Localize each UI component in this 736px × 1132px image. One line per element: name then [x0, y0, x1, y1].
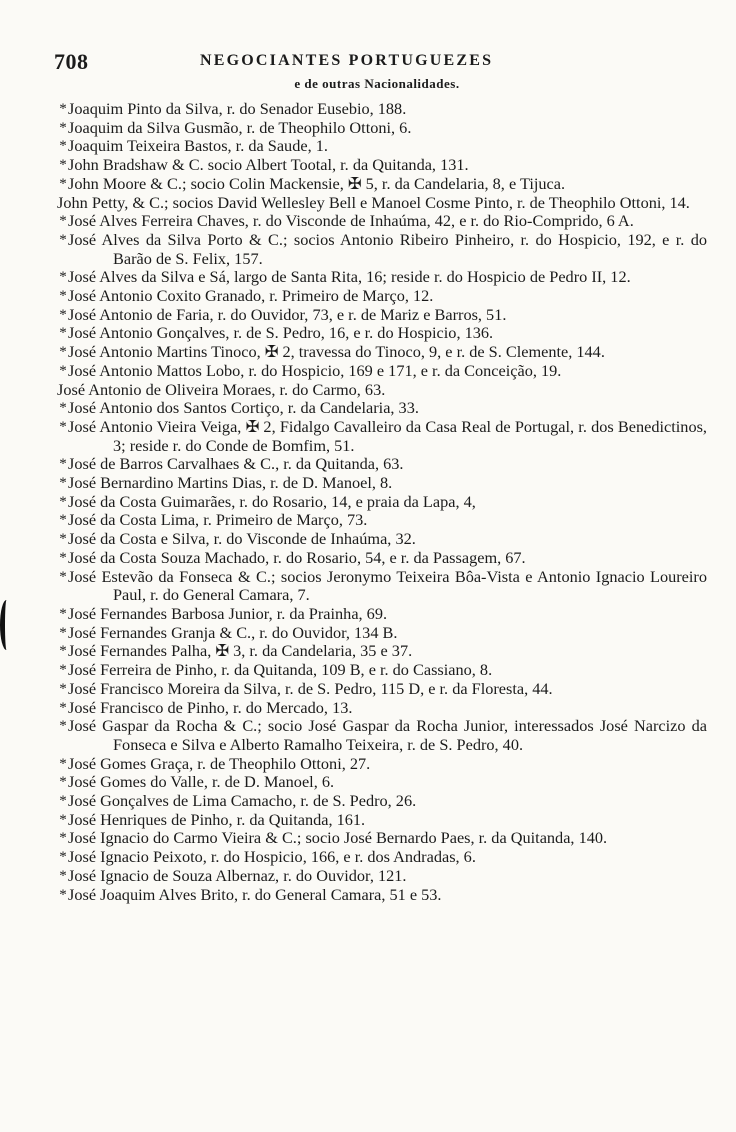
- directory-entry: [57, 455, 707, 474]
- asterisk-mark: *: [59, 101, 67, 117]
- entry-text: José Alves Ferreira Chaves, r. do Visconde de Inhaúma, 42, e r. do Rio-Comprido, 6 A.: [68, 211, 634, 231]
- asterisk-mark: *: [59, 213, 67, 230]
- directory-entry: [57, 324, 707, 343]
- asterisk-mark: *: [59, 325, 67, 342]
- directory-entry: [57, 811, 707, 830]
- directory-entry: [57, 156, 707, 175]
- entry-text: José Ignacio Peixoto, r. do Hospicio, 166, e r. dos Andradas, 6.: [68, 847, 476, 867]
- asterisk-mark: *: [59, 306, 67, 323]
- entry-text: José Francisco de Pinho, r. do Mercado, 13.: [68, 697, 353, 717]
- directory-entry: [57, 829, 707, 848]
- asterisk-mark: *: [59, 568, 67, 585]
- directory-entry: [57, 474, 707, 493]
- asterisk-mark: *: [59, 456, 67, 473]
- asterisk-mark: *: [59, 849, 67, 866]
- directory-entry: [57, 119, 707, 138]
- directory-entry: [57, 343, 707, 362]
- asterisk-mark: *: [59, 680, 67, 697]
- directory-entry: [57, 493, 707, 512]
- asterisk-mark: *: [59, 793, 67, 810]
- asterisk-mark: *: [59, 643, 67, 660]
- entry-text: José Antonio Gonçalves, r. de S. Pedro, 16, e r. do Hospicio, 136.: [68, 323, 494, 343]
- entry-text: José Henriques de Pinho, r. da Quitanda, 161.: [68, 809, 366, 829]
- entry-text: Joaquim Pinto da Silva, r. do Senador Eusebio, 188.: [68, 99, 407, 118]
- directory-entry: [57, 399, 707, 418]
- asterisk-mark: *: [59, 418, 67, 435]
- directory-entry: [57, 568, 707, 605]
- asterisk-mark: *: [59, 867, 67, 884]
- asterisk-mark: *: [59, 886, 67, 903]
- entry-text: John Petty, & C.; socios David Wellesley Bell e Manoel Cosme Pinto, r. de Theophilo Ottoni, 14.: [57, 192, 690, 212]
- directory-entry: [57, 306, 707, 325]
- asterisk-mark: *: [59, 624, 67, 641]
- directory-entry: [57, 886, 707, 905]
- entry-text: José Antonio de Faria, r. do Ouvidor, 73, e r. de Mariz e Barros, 51.: [68, 304, 507, 324]
- entry-text: John Bradshaw & C. socio Albert Tootal, r. da Quitanda, 131.: [68, 155, 469, 175]
- asterisk-mark: *: [59, 662, 67, 679]
- entry-text: José Ferreira de Pinho, r. da Quitanda, 109 B, e r. do Cassiano, 8.: [68, 660, 493, 680]
- directory-entry: [57, 100, 707, 119]
- directory-list: [57, 100, 707, 904]
- entry-text: José Ignacio de Souza Albernaz, r. do Ouvidor, 121.: [68, 865, 407, 885]
- asterisk-mark: *: [59, 138, 67, 155]
- margin-ink-mark: [0, 600, 13, 650]
- entry-text: José Gomes do Valle, r. de D. Manoel, 6.: [68, 772, 335, 792]
- entry-text: José Gaspar da Rocha & C.; socio José Gaspar da Rocha Junior, interessados José Narcizo da Fonseca e Silva e Alberto Ramalho Teixeira, r. de S. Pedro, 40.: [68, 716, 707, 754]
- directory-entry: [57, 848, 707, 867]
- entry-text: José Ignacio do Carmo Vieira & C.; socio José Bernardo Paes, r. da Quitanda, 140.: [68, 828, 608, 848]
- entry-text: José Antonio Mattos Lobo, r. do Hospicio, 169 e 171, e r. da Conceição, 19.: [68, 360, 562, 380]
- entry-text: José Antonio dos Santos Cortiço, r. da Candelaria, 33.: [68, 398, 419, 418]
- entry-text: John Moore & C.; socio Colin Mackensie, ✠ 5, r. da Candelaria, 8, e Tijuca.: [68, 173, 566, 193]
- entry-text: José Fernandes Granja & C., r. do Ouvidor, 134 B.: [68, 622, 398, 642]
- asterisk-mark: *: [59, 512, 67, 529]
- asterisk-mark: *: [59, 119, 67, 136]
- entry-text: José Antonio Vieira Veiga, ✠ 2, Fidalgo Cavalleiro da Casa Real de Portugal, r. dos Benedictinos, 3; reside r. do Conde de Bomfim, 51.: [68, 416, 707, 455]
- entry-text: José Gonçalves de Lima Camacho, r. de S. Pedro, 26.: [68, 791, 417, 811]
- directory-entry: [57, 287, 707, 306]
- directory-entry: [57, 605, 707, 624]
- asterisk-mark: *: [59, 493, 67, 510]
- directory-entry: [57, 624, 707, 643]
- directory-entry: [57, 661, 707, 680]
- entry-text: Joaquim da Silva Gusmão, r. de Theophilo Ottoni, 6.: [68, 117, 412, 137]
- entry-text: José Antonio Martins Tinoco, ✠ 2, travessa do Tinoco, 9, e r. de S. Clemente, 144.: [68, 342, 605, 362]
- page-subtitle: e de outras Nacionalidades.: [294, 76, 460, 91]
- directory-entry: [57, 717, 707, 754]
- entry-text: José Fernandes Barbosa Junior, r. da Prainha, 69.: [68, 603, 388, 623]
- asterisk-mark: *: [59, 531, 67, 548]
- entry-text: José Joaquim Alves Brito, r. do General Camara, 51 e 53.: [68, 884, 442, 904]
- entry-text: Joaquim Teixeira Bastos, r. da Saude, 1.: [68, 136, 328, 156]
- directory-entry: [57, 231, 707, 268]
- asterisk-mark: *: [59, 605, 67, 622]
- asterisk-mark: *: [59, 344, 67, 361]
- entry-text: José Alves da Silva Porto & C.; socios Antonio Ribeiro Pinheiro, r. do Hospicio, 192, e r. do Barão de S. Felix, 157.: [68, 229, 707, 268]
- entry-text: José Antonio Coxito Granado, r. Primeiro de Março, 12.: [68, 286, 434, 306]
- directory-entry: [57, 530, 707, 549]
- asterisk-mark: *: [59, 269, 67, 286]
- directory-entry: [57, 755, 707, 774]
- entry-text: José da Costa e Silva, r. do Visconde de Inhaúma, 32.: [68, 529, 416, 549]
- directory-entry: [57, 680, 707, 699]
- directory-entry: [57, 792, 707, 811]
- asterisk-mark: *: [59, 475, 67, 492]
- directory-entry: [57, 194, 707, 213]
- asterisk-mark: *: [59, 175, 67, 192]
- asterisk-mark: *: [59, 811, 67, 828]
- directory-entry: [57, 362, 707, 381]
- asterisk-mark: *: [59, 774, 67, 791]
- entry-text: José Fernandes Palha, ✠ 3, r. da Candelaria, 35 e 37.: [68, 641, 413, 661]
- asterisk-mark: *: [59, 400, 67, 417]
- directory-entry: [57, 699, 707, 718]
- entry-text: José da Costa Guimarães, r. do Rosario, 14, e praia da Lapa, 4,: [68, 491, 476, 511]
- page-title: NEGOCIANTES PORTUGUEZES: [200, 52, 494, 69]
- asterisk-mark: *: [59, 718, 67, 735]
- asterisk-mark: *: [59, 699, 67, 716]
- entry-text: José da Costa Lima, r. Primeiro de Março, 73.: [68, 510, 368, 530]
- directory-entry: [57, 418, 707, 455]
- asterisk-mark: *: [59, 288, 67, 305]
- directory-entry: [57, 137, 707, 156]
- directory-entry: [57, 381, 707, 400]
- asterisk-mark: *: [59, 549, 67, 566]
- entry-text: José Antonio de Oliveira Moraes, r. do Carmo, 63.: [57, 379, 386, 399]
- asterisk-mark: *: [59, 362, 67, 379]
- directory-entry: [57, 867, 707, 886]
- entry-text: José Bernardino Martins Dias, r. de D. Manoel, 8.: [68, 473, 393, 493]
- entry-text: José Alves da Silva e Sá, largo de Santa Rita, 16; reside r. do Hospicio de Pedro II, 12.: [68, 267, 631, 287]
- entry-text: José Gomes Graça, r. de Theophilo Ottoni, 27.: [68, 753, 371, 773]
- directory-entry: [57, 268, 707, 287]
- directory-entry: [57, 549, 707, 568]
- entry-text: José de Barros Carvalhaes & C., r. da Quitanda, 63.: [68, 454, 404, 474]
- asterisk-mark: *: [59, 830, 67, 847]
- page-number: 708: [54, 49, 89, 74]
- directory-entry: [57, 511, 707, 530]
- asterisk-mark: *: [59, 755, 67, 772]
- asterisk-mark: *: [59, 231, 67, 248]
- directory-entry: [57, 642, 707, 661]
- directory-entry: [57, 212, 707, 231]
- entry-text: José Francisco Moreira da Silva, r. de S. Pedro, 115 D, e r. da Floresta, 44.: [68, 678, 553, 698]
- asterisk-mark: *: [59, 157, 67, 174]
- entry-text: José da Costa Souza Machado, r. do Rosario, 54, e r. da Passagem, 67.: [68, 547, 526, 567]
- directory-entry: [57, 773, 707, 792]
- directory-entry: [57, 175, 707, 194]
- entry-text: José Estevão da Fonseca & C.; socios Jeronymo Teixeira Bôa-Vista e Antonio Ignacio Loureiro Paul, r. do General Camara, 7.: [68, 566, 707, 605]
